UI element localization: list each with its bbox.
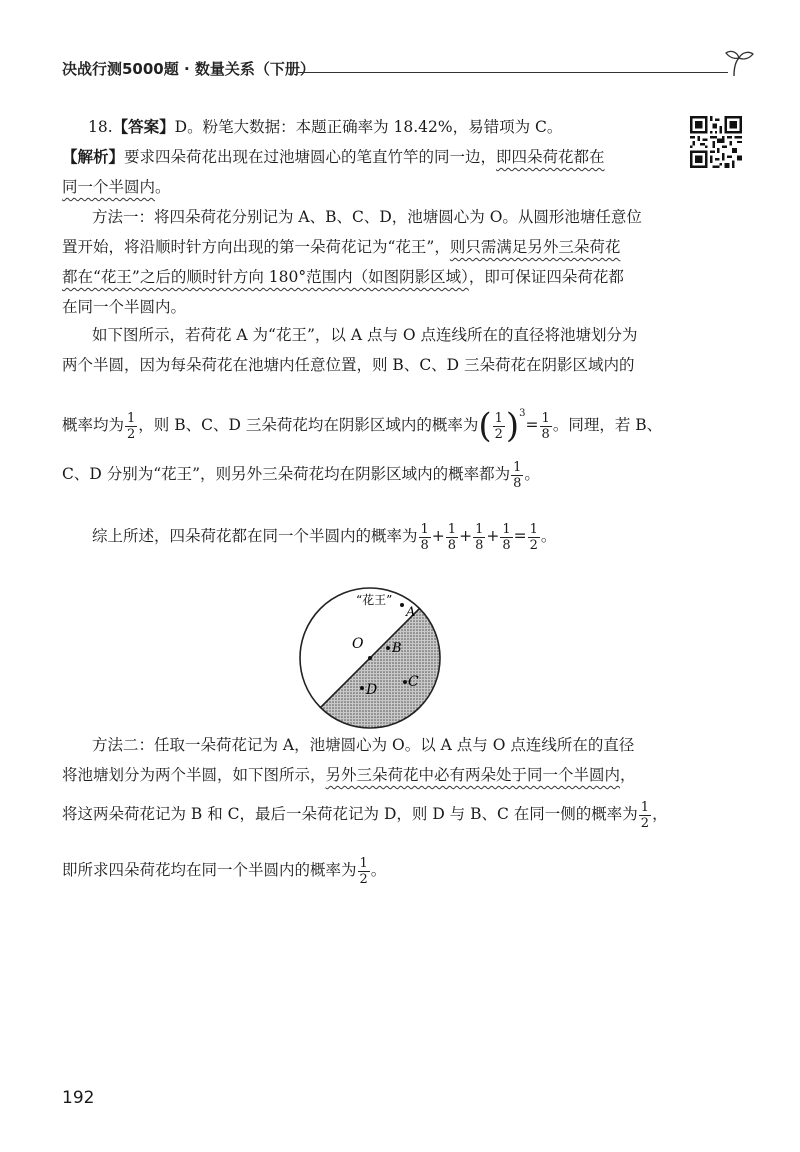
- label-C: C: [408, 674, 419, 690]
- answer-text: D。粉笔大数据：本题正确率为 18.42%，易错项为 C。: [174, 118, 563, 136]
- answer-tag: 【答案】: [112, 117, 175, 136]
- question-number: 18.: [88, 118, 113, 136]
- header-rule: [298, 72, 728, 73]
- page-number: 192: [62, 1088, 95, 1108]
- point-A: [400, 603, 404, 607]
- label-huawang: “花王”: [356, 593, 393, 607]
- book-title: 决战行测5000题 · 数量关系（下册）: [62, 60, 315, 78]
- label-D: D: [366, 682, 378, 698]
- probability-line: 概率均为 $\frac{1}{2}$ ，则 B、C、D 三朵荷花均在阴影区域内的概率为( $\frac{1}{2}$ )$^3$= $\frac{1}{8}$ 。同理，若 B、: [62, 406, 663, 446]
- point-C: [403, 680, 407, 684]
- method1-paragraph-2: 如下图所示，若荷花 A 为“花王”，以 A 点与 O 点连线所在的直径将池塘划分为 两个半圆，因为每朵荷花在池塘内任意位置，则 B、C、D 三朵荷花在阴影区域内的: [62, 326, 638, 374]
- highlight-text: 即四朵荷花都在: [496, 148, 605, 166]
- fraction-half: $\frac{1}{2}$: [494, 410, 503, 442]
- method2-probability-line: 将这两朵荷花记为 B 和 C，最后一朵荷花记为 D，则 D 与 B、C 在同一侧的概率为 $\frac{1}{2}$ ，: [62, 799, 668, 831]
- highlight-text: 另外三朵荷花中必有两朵处于同一个半圆内: [325, 766, 621, 784]
- probability-line-2: C、D 分别为“花王”，则另外三朵荷花均在阴影区域内的概率都为 $\frac{1}{8}$ 。: [62, 459, 540, 491]
- analysis-tag: 【解析】: [62, 147, 125, 166]
- method2-conclusion-line: 即所求四朵荷花均在同一个半圆内的概率为 $\frac{1}{2}$ 。: [62, 855, 387, 887]
- analysis-paragraph: 【解析】要求四朵荷花出现在过池塘圆心的笔直竹竿的同一边，即四朵荷花都在 同一个半圆内。: [62, 147, 605, 196]
- point-D: [360, 686, 364, 690]
- highlight-text: 都在“花王”之后的顺时针方向 180°范围内（如图阴影区域）: [62, 268, 469, 286]
- shaded-semicircle: [321, 609, 441, 729]
- method2-paragraph: 方法二：任取一朵荷花记为 A，池塘圆心为 O。以 A 点与 O 点连线所在的直径 将池塘划分为两个半圆，如下图所示，另外三朵荷花中必有两朵处于同一个半圆内，: [62, 736, 636, 784]
- summary-line: 综上所述，四朵荷花都在同一个半圆内的概率为 $\frac{1}{8}$ + $\frac{1}{8}$ + $\frac{1}{8}$ + $\frac{1}{8}$ = $\frac{1}{2}$ 。: [92, 521, 557, 553]
- pond-diagram: [290, 578, 450, 738]
- label-B: B: [392, 641, 402, 656]
- fraction-eighth: $\frac{1}{8}$: [513, 459, 522, 491]
- point-B: [386, 646, 390, 650]
- label-A: A: [406, 605, 416, 620]
- highlight-text: 同一个半圆内: [62, 178, 156, 196]
- answer-line: [88, 112, 678, 142]
- qr-code-icon: [690, 116, 742, 168]
- label-O: O: [352, 636, 364, 652]
- sprout-icon: [722, 48, 756, 78]
- fraction-half: $\frac{1}{2}$: [127, 410, 136, 442]
- fraction-eighth: $\frac{1}{8}$: [541, 410, 550, 442]
- highlight-text: 则只需满足另外三朵荷花: [449, 238, 621, 256]
- method1-paragraph: 方法一：将四朵荷花分别记为 A、B、C、D，池塘圆心为 O。从圆形池塘任意位 置开始，将沿顺时针方向出现的第一朵荷花记为“花王”，则只需满足另外三朵荷花 都在“花王”之后的顺时针方向 180°范围内（如图阴影区域），即可保证四朵荷花都 在同一个半圆内。: [62, 208, 642, 316]
- point-O: [368, 656, 372, 660]
